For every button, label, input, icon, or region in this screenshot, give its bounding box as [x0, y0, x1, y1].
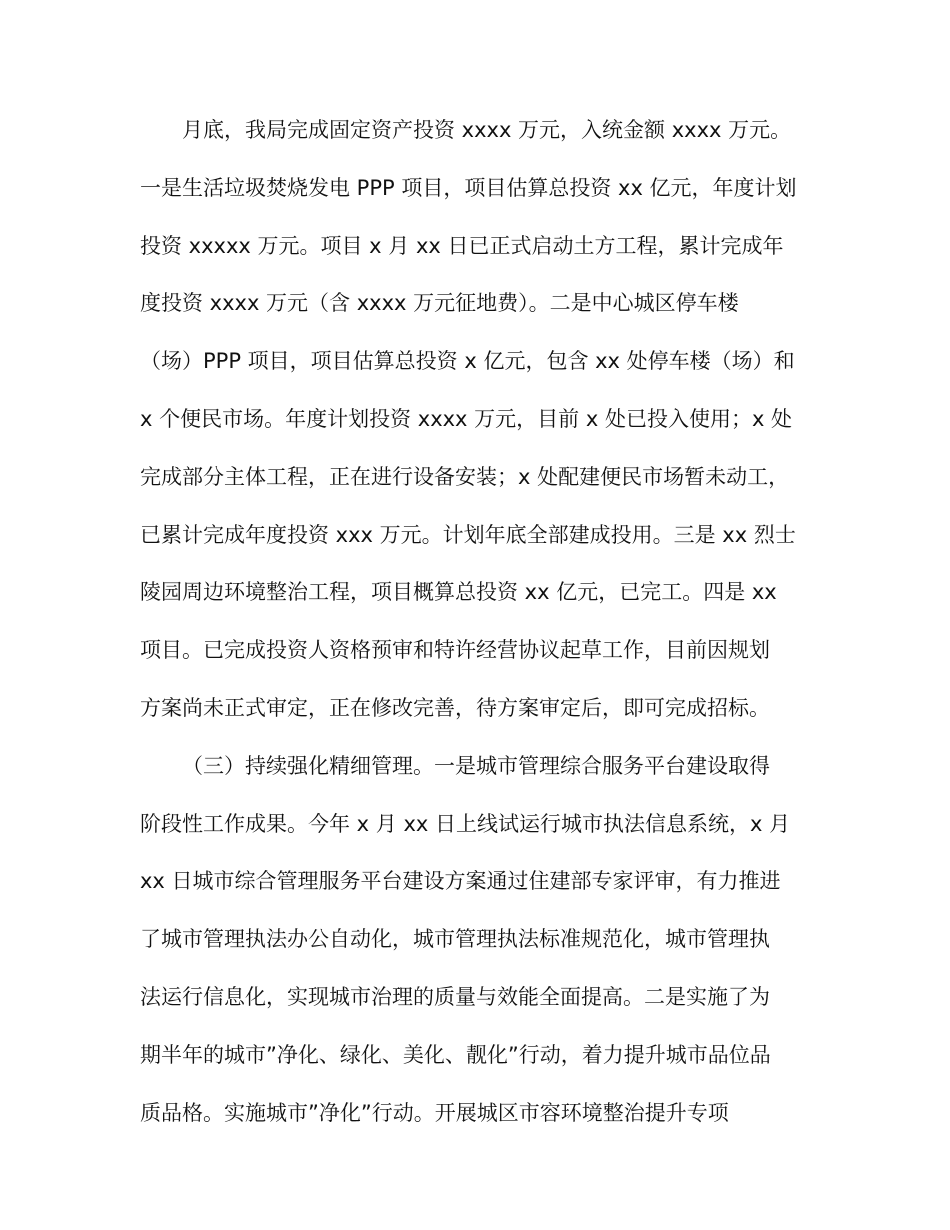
section-heading-line: （三）持续强化精细管理。一是城市管理综合服务平台建设取得	[182, 753, 770, 778]
text-line: 了城市管理执法办公自动化，城市管理执法标准规范化，城市管理执	[140, 927, 770, 952]
text-line: 法运行信息化，实现城市治理的质量与效能全面提高。二是实施了为	[140, 984, 770, 1009]
text-line: 期半年的城市”净化、绿化、美化、靓化”行动，着力提升城市品位品	[140, 1042, 771, 1067]
text-line: 一是生活垃圾焚烧发电 PPP 项目，项目估算总投资 xx 亿元，年度计划	[140, 175, 797, 200]
text-line: xx 日城市综合管理服务平台建设方案通过住建部专家评审，有力推进	[140, 869, 781, 894]
text-line: 陵园周边环境整治工程，项目概算总投资 xx 亿元，已完工。四是 xx	[140, 580, 777, 605]
text-line: （场）PPP 项目，项目估算总投资 x 亿元，包含 xx 处停车楼（场）和	[140, 349, 795, 374]
body-text	[140, 106, 820, 1146]
text-line: 已累计完成年度投资 xxx 万元。计划年底全部建成投用。三是 xx 烈士	[140, 522, 796, 547]
text-line: x 个便民市场。年度计划投资 xxxx 万元，目前 x 处已投入使用；x 处	[140, 406, 793, 431]
text-line: 度投资 xxxx 万元（含 xxxx 万元征地费）。二是中心城区停车楼	[140, 291, 739, 316]
text-line: 阶段性工作成果。今年 x 月 xx 日上线试运行城市执法信息系统，x 月	[140, 811, 791, 836]
text-line: 方案尚未正式审定，正在修改完善，待方案审定后，即可完成招标。	[140, 695, 770, 720]
text-line: 月底，我局完成固定资产投资 xxxx 万元，入统金额 xxxx 万元。	[182, 118, 792, 142]
text-line: 完成部分主体工程，正在进行设备安装；x 处配建便民市场暂未动工，	[140, 464, 790, 489]
text-line: 质品格。实施城市”净化”行动。开展城区市容环境整治提升专项	[140, 1100, 729, 1125]
text-line: 投资 xxxxx 万元。项目 x 月 xx 日已正式启动土方工程，累计完成年	[140, 233, 784, 258]
text-line: 项目。已完成投资人资格预审和特许经营协议起草工作，目前因规划	[140, 638, 770, 663]
